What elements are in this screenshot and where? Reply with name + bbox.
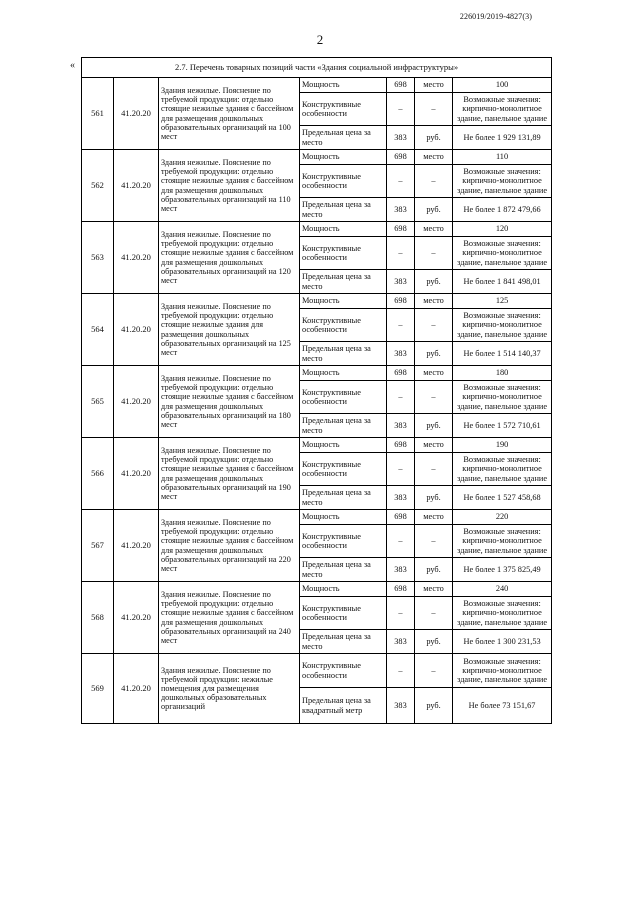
char-value: Не более 1 572 710,61 (453, 414, 552, 438)
char-label: Мощность (300, 366, 387, 381)
char-label: Предельная цена за место (300, 270, 387, 294)
char-value: Возможные значения: кирпично-монолитное здание, панельное здание (453, 381, 552, 414)
okei-code: 383 (387, 414, 415, 438)
char-label: Конструктивные особенности (300, 453, 387, 486)
table-row (82, 366, 552, 381)
char-value: Не более 1 929 131,89 (453, 126, 552, 150)
item-description: Здания нежилые. Пояснение по требуемой продукции: отдельно стоящие нежилые здания с бассейном для размещения дошкольных образовательных организаций на 190 мест (159, 438, 300, 510)
char-value: 190 (453, 438, 552, 453)
unit-name: – (415, 453, 453, 486)
table-row (82, 150, 552, 165)
char-value: Не более 1 300 231,53 (453, 630, 552, 654)
char-label: Конструктивные особенности (300, 525, 387, 558)
okei-code: – (387, 525, 415, 558)
char-label: Предельная цена за место (300, 486, 387, 510)
row-number: 562 (82, 150, 114, 222)
okpd-code: 41.20.20 (114, 366, 159, 438)
okpd-code: 41.20.20 (114, 222, 159, 294)
char-value: Не более 1 841 498,01 (453, 270, 552, 294)
unit-name: руб. (415, 688, 453, 724)
unit-name: – (415, 654, 453, 688)
char-label: Конструктивные особенности (300, 309, 387, 342)
okei-code: – (387, 309, 415, 342)
char-label: Мощность (300, 222, 387, 237)
char-value: 220 (453, 510, 552, 525)
okei-code: 383 (387, 198, 415, 222)
item-description: Здания нежилые. Пояснение по требуемой продукции: отдельно стоящие нежилые здания с бассейном для размещения дошкольных образовательных организаций на 110 мест (159, 150, 300, 222)
okpd-code: 41.20.20 (114, 582, 159, 654)
unit-name: руб. (415, 198, 453, 222)
okei-code: 698 (387, 78, 415, 93)
okei-code: 383 (387, 630, 415, 654)
char-value: Возможные значения: кирпично-монолитное здание, панельное здание (453, 453, 552, 486)
char-label: Мощность (300, 582, 387, 597)
item-description: Здания нежилые. Пояснение по требуемой продукции: отдельно стоящие нежилые здания с бассейном для размещения дошкольных образовательных организаций на 220 мест (159, 510, 300, 582)
unit-name: место (415, 222, 453, 237)
char-value: Не более 73 151,67 (453, 688, 552, 724)
char-value: Не более 1 872 479,66 (453, 198, 552, 222)
unit-name: место (415, 150, 453, 165)
char-label: Конструктивные особенности (300, 93, 387, 126)
char-value: Возможные значения: кирпично-монолитное здание, панельное здание (453, 597, 552, 630)
unit-name: руб. (415, 414, 453, 438)
okei-code: – (387, 597, 415, 630)
unit-name: руб. (415, 630, 453, 654)
char-value: Возможные значения: кирпично-монолитное здание, панельное здание (453, 165, 552, 198)
char-label: Предельная цена за место (300, 342, 387, 366)
section-title: 2.7. Перечень товарных позиций части «Здания социальной инфраструктуры» (82, 58, 552, 78)
table-row (82, 438, 552, 453)
unit-name: – (415, 381, 453, 414)
okei-code: 383 (387, 342, 415, 366)
okei-code: 698 (387, 222, 415, 237)
unit-name: место (415, 294, 453, 309)
doc-number: 226019/2019-4827(3) (459, 12, 532, 21)
row-number: 566 (82, 438, 114, 510)
char-label: Конструктивные особенности (300, 165, 387, 198)
char-label: Конструктивные особенности (300, 237, 387, 270)
table-row (82, 78, 552, 93)
okei-code: – (387, 93, 415, 126)
char-value: Не более 1 514 140,37 (453, 342, 552, 366)
unit-name: место (415, 510, 453, 525)
char-label: Мощность (300, 78, 387, 93)
okpd-code: 41.20.20 (114, 294, 159, 366)
char-value: 240 (453, 582, 552, 597)
char-value: Не более 1 527 458,68 (453, 486, 552, 510)
row-number: 569 (82, 654, 114, 724)
char-label: Конструктивные особенности (300, 597, 387, 630)
table-row (82, 294, 552, 309)
table-row (82, 510, 552, 525)
char-value: Возможные значения: кирпично-монолитное здание, панельное здание (453, 525, 552, 558)
row-number: 565 (82, 366, 114, 438)
okei-code: – (387, 381, 415, 414)
unit-name: – (415, 165, 453, 198)
char-label: Мощность (300, 438, 387, 453)
okei-code: 383 (387, 486, 415, 510)
unit-name: место (415, 366, 453, 381)
okei-code: 698 (387, 582, 415, 597)
okei-code: 383 (387, 126, 415, 150)
unit-name: руб. (415, 558, 453, 582)
char-value: Возможные значения: кирпично-монолитное здание, панельное здание (453, 237, 552, 270)
char-value: Не более 1 375 825,49 (453, 558, 552, 582)
char-value: 125 (453, 294, 552, 309)
okei-code: 383 (387, 270, 415, 294)
char-value: 100 (453, 78, 552, 93)
okei-code: 698 (387, 294, 415, 309)
okei-code: 698 (387, 150, 415, 165)
okpd-code: 41.20.20 (114, 78, 159, 150)
item-description: Здания нежилые. Пояснение по требуемой продукции: нежилые помещения для размещения дошкольных образовательных организаций (159, 654, 300, 724)
char-label: Мощность (300, 150, 387, 165)
unit-name: руб. (415, 342, 453, 366)
unit-name: – (415, 309, 453, 342)
okei-code: – (387, 237, 415, 270)
table-row (82, 654, 552, 688)
okpd-code: 41.20.20 (114, 510, 159, 582)
okei-code: 383 (387, 688, 415, 724)
row-number: 563 (82, 222, 114, 294)
item-description: Здания нежилые. Пояснение по требуемой продукции: отдельно стоящие нежилые здания с бассейном для размещения дошкольных образовательных организаций на 180 мест (159, 366, 300, 438)
row-number: 568 (82, 582, 114, 654)
unit-name: руб. (415, 126, 453, 150)
okei-code: – (387, 654, 415, 688)
item-description: Здания нежилые. Пояснение по требуемой продукции: отдельно стоящие нежилые здания для размещения дошкольных образовательных организаций на 125 мест (159, 294, 300, 366)
okpd-code: 41.20.20 (114, 654, 159, 724)
okei-code: 698 (387, 438, 415, 453)
unit-name: – (415, 93, 453, 126)
char-value: Возможные значения: кирпично-монолитное здание, панельное здание (453, 93, 552, 126)
unit-name: руб. (415, 486, 453, 510)
char-label: Мощность (300, 294, 387, 309)
char-value: 180 (453, 366, 552, 381)
unit-name: – (415, 597, 453, 630)
char-label: Предельная цена за место (300, 198, 387, 222)
okei-code: – (387, 453, 415, 486)
char-label: Мощность (300, 510, 387, 525)
char-label: Предельная цена за место (300, 414, 387, 438)
unit-name: – (415, 237, 453, 270)
char-value: 120 (453, 222, 552, 237)
item-description: Здания нежилые. Пояснение по требуемой продукции: отдельно стоящие нежилые здания с бассейном для размещения дошкольных образовательных организаций на 120 мест (159, 222, 300, 294)
table-row (82, 222, 552, 237)
unit-name: место (415, 438, 453, 453)
char-label: Предельная цена за место (300, 126, 387, 150)
char-label: Предельная цена за место (300, 558, 387, 582)
char-value: Возможные значения: кирпично-монолитное здание, панельное здание (453, 309, 552, 342)
item-description: Здания нежилые. Пояснение по требуемой продукции: отдельно стоящие нежилые здания с бассейном для размещения дошкольных образовательных организаций на 240 мест (159, 582, 300, 654)
okei-code: 383 (387, 558, 415, 582)
row-number: 561 (82, 78, 114, 150)
okpd-code: 41.20.20 (114, 438, 159, 510)
row-number: 564 (82, 294, 114, 366)
unit-name: место (415, 582, 453, 597)
char-value: Возможные значения: кирпично-монолитное здание, панельное здание (453, 654, 552, 688)
okei-code: 698 (387, 510, 415, 525)
char-label: Предельная цена за квадратный метр (300, 688, 387, 724)
char-value: 110 (453, 150, 552, 165)
unit-name: – (415, 525, 453, 558)
table-row (82, 582, 552, 597)
char-label: Предельная цена за место (300, 630, 387, 654)
item-description: Здания нежилые. Пояснение по требуемой продукции: отдельно стоящие нежилые здания с бассейном для размещения дошкольных образовательных организаций на 100 мест (159, 78, 300, 150)
char-label: Конструктивные особенности (300, 654, 387, 688)
page-number: 2 (316, 32, 324, 47)
okei-code: 698 (387, 366, 415, 381)
quote-mark: « (70, 60, 75, 71)
okpd-code: 41.20.20 (114, 150, 159, 222)
unit-name: руб. (415, 270, 453, 294)
row-number: 567 (82, 510, 114, 582)
okei-code: – (387, 165, 415, 198)
unit-name: место (415, 78, 453, 93)
char-label: Конструктивные особенности (300, 381, 387, 414)
product-table (81, 57, 552, 724)
